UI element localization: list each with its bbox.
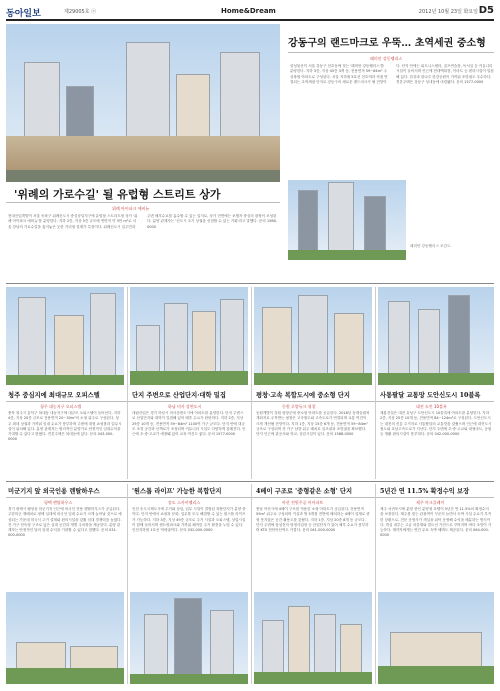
row2-headline-4: 사통팔달 교통망 도안신도시 10블록 — [380, 392, 481, 399]
row2-photo-2 — [130, 287, 248, 385]
row3-body-4: 제주 서귀포시에 분양 중인 분양형 호텔이 5년간 연 11.5%의 확정수익을 보장한다. 제주를 찾는 관광객이 꾸준히 늘면서 숙박 시설 수요가 부족한 상황으로, 전문 운영사가 객실을 위탁 운영해 수익을 배분하는 방식이다. 객실 내부는 고급 마감재와 빌트인 가전으로 꾸며지며 바다 조망이 가능하다. 계약자에게는 연간 무료 숙박 혜택도 제공된다. 문의 064-000-0000 — [380, 507, 492, 538]
tower-image — [90, 293, 116, 385]
tower-image — [298, 295, 328, 385]
row2-photo-4 — [378, 287, 494, 385]
row3-byline-2: 송도 스카이팰리스 — [168, 500, 201, 505]
landscape-image — [378, 666, 494, 684]
landscape-image — [378, 373, 494, 385]
lawn-image — [6, 668, 124, 684]
landscape-image — [254, 672, 372, 684]
feature-headline: 강동구의 랜드마크로 우뚝… 초역세권 중소형 — [288, 38, 486, 49]
row2-photo-1 — [6, 287, 124, 385]
divider — [6, 497, 494, 498]
row2-byline-3: 동원 로얄듀크 평창 — [282, 404, 316, 409]
issue-number: 제29005호 ⓔ — [64, 9, 97, 15]
tower-image — [210, 610, 234, 684]
column-divider — [127, 287, 128, 479]
row2-headline-1: 청주 중심지에 최대규모 오피스텔 — [8, 392, 100, 399]
row3-photo-1 — [6, 592, 124, 684]
row3-headline-4: 5년간 연 11.5% 확정수익 보장 — [380, 488, 470, 495]
row2-body-4: 계룡건설은 대전 유성구 도안신도시 10블록에 아파트를 분양한다. 지하 2층, 지상 25층 10개 동, 전용면적 84~124m²로 구성된다. 도안신도시는 대전의 신흥 주거지로 사통팔달의 교통망을 갖췄으며 인근에 대전도시철도와 호남고속도로가 지난다. 단지 주변에 초·중·고교와 대형마트, 공원 등 생활 편의시설이 풍부하다. 문의 042-000-0000 — [380, 411, 492, 437]
row3-headline-2: '원스톱 라이프' 가능한 복합단지 — [132, 488, 222, 495]
row3-photo-4 — [378, 592, 494, 684]
issue-date: 2012년 10월 23일 화요일 — [418, 9, 478, 15]
page-number: D5 — [478, 5, 494, 16]
row2-byline-4: 대전 도안 10블록 — [416, 404, 447, 409]
tower-image — [448, 295, 470, 385]
row3-photo-2 — [130, 592, 248, 684]
feature-caption: 래미안 강동팰리스 조감도. — [410, 244, 452, 248]
row2-body-1: 충북 청주시 흥덕구 복대동 대농지구에 대규모 오피스텔이 들어선다. 지하 4층, 지상 20층 규모로 전용면적 20~30m²의 소형 위주로 구성된다. 청주 최대 상권과 가까워 임대 수요가 풍부하며 주변에 대형 쇼핑몰과 업무시설이 위치해 있다. 분양 관계자는 합리적인 분양가로 안정적인 임대수익을 기대할 수 있다고 밝혔다. 견본주택은 복대동에 있다. 문의 043-000-0000 — [8, 411, 122, 442]
column-divider — [127, 484, 128, 684]
row3-byline-1: 평택 렌탈하우스 — [44, 500, 73, 505]
row3-headline-3: 4베이 구조로 '중형같은 소형' 단지 — [256, 488, 353, 495]
section-divider — [6, 283, 494, 284]
landscape-image — [130, 674, 248, 684]
row3-body-2: 인천 송도국제도시에 주거와 상업, 업무 시설이 결합된 복합단지가 분양 중이다. 단지 안에서 쇼핑과 문화, 업무를 모두 해결할 수 있는 원스톱 라이프가 가능하다. 지하 3층, 지상 49층 규모로 주거 시설과 오피스텔, 상업시설이 함께 들어서며 센트럴파크와 가까워 쾌적한 주거 환경을 누릴 수 있다. 인천지하철 1호선 역세권이다. 문의 032-000-0000 — [132, 507, 246, 533]
column-divider — [375, 287, 376, 479]
feature-body: 삼성물산이 서울 강동구 천호동에 짓는 '래미안 강동팰리스'를 분양한다. 지하 3층, 지상 45층 3개 동, 전용면적 59~84m² 주상복합 아파트로 구성된다. 서울 지하철 5호선 천호역과 직접 연결되는 초역세권 단지로 강동구의 새로운 랜드마크가 될 전망이다. 단지 안에는 피트니스센터, 골프연습장, 독서실 등 커뮤니티 시설이 들어서며 인근에 현대백화점, 이마트 등 편의시설이 밀집해 있다. 한강과 광나루 한강공원이 가까워 조망권도 우수하다. 견본주택은 강동구 성내동에 마련됐다. 문의 1577-0000 — [290, 64, 494, 84]
street-image — [6, 170, 280, 182]
tower-image — [174, 598, 202, 684]
divider — [6, 401, 494, 402]
lead-headline: '위례의 가로수길' 될 유럽형 스트리트 상가 — [14, 188, 221, 201]
row2-photo-3 — [254, 287, 372, 385]
landscape-image — [6, 375, 124, 385]
tower-image — [328, 182, 354, 260]
divider — [288, 52, 494, 53]
row3-body-1: 경기 평택시 팽성읍 미군기지 인근에 외국인 전용 렌탈하우스가 공급된다. 주한미군 재배치로 평택 일대에 외국인 임대 수요가 크게 늘어날 것으로 예상되는 가운데 미국식 주거 설계와 편의시설을 갖춰 임대 경쟁력을 높였다. 전 가구 단독형 구조로 넓은 실내 공간과 개별 주차장을 제공한다. 분양 관계자는 안정적인 달러 임대 수익을 기대할 수 있다고 말했다. 문의 031-000-0000 — [8, 507, 122, 538]
row2-headline-3: 평창·고속 복합도시에 중소형 단지 — [256, 392, 350, 399]
lead-body: 현대산업개발이 서울 송파구 위례신도시 중심상업지구에 유럽형 스트리트형 상가 '위례 아이파크 애비뉴'를 분양한다. 지하 2층, 지상 5층 규모에 연면적 약 3만 m²로 서울 강남의 가로수길을 옮겨놓은 듯한 거리형 설계가 특징이다. 위례신도시 입주민과 주변 배후수요를 흡수할 수 있는 입지로, 상가 전면에는 보행자 중심의 광장이 조성된다. 분양 관계자는 '신도시 초기 상권을 선점할 수 있는 기회'라고 말했다. 문의 1588-0000 — [8, 214, 278, 229]
row2-byline-1: 청주 대농지구 오피스텔 — [40, 404, 82, 409]
row3-headline-1: 미군기지 앞 외국인용 렌탈하우스 — [8, 488, 100, 495]
tower-image — [18, 297, 46, 385]
section-title: Home&Dream — [221, 7, 276, 15]
column-divider — [251, 287, 252, 479]
masthead — [6, 4, 494, 21]
newspaper-logo: 동아일보 — [6, 9, 41, 19]
divider — [6, 202, 280, 203]
feature-photo — [288, 180, 406, 260]
landscape-image — [254, 373, 372, 385]
row3-byline-3: 아산 전원주공 이아파트 — [282, 500, 324, 505]
column-divider — [251, 484, 252, 684]
row2-headline-2: 단지 주변으로 산업단지·대학 밀집 — [132, 392, 226, 399]
feature-byline: 래미안 강동팰리스 — [370, 56, 403, 61]
row3-photo-3 — [254, 592, 372, 684]
row3-body-3: 충남 아산시에 4베이 구조를 적용한 소형 아파트가 공급된다. 전용면적 59m² 위주로 구성되며 거실과 방 3개를 전면에 배치하는 4베이 설계로 중형 못지않은 공간 활용도를 갖췄다. 지하 1층, 지상 20층 8개 동 규모다. 단지 주변에 삼성전자 탕정사업장 등 산업단지가 있어 배후 수요가 풍부하며 KTX 천안아산역도 가깝다. 문의 041-000-0000 — [256, 507, 370, 533]
column-divider — [375, 484, 376, 684]
lead-photo — [6, 24, 280, 182]
row3-byline-4: 제주 아크플레이 — [416, 500, 445, 505]
lead-byline: 위례 아이파크 애비뉴 — [112, 206, 150, 211]
landscape-image — [130, 371, 248, 385]
row2-byline-2: 하남 미사 강변도시 — [168, 404, 202, 409]
row2-body-2: 대림산업은 경기 하남시 미사강변도시에 아파트를 분양한다. 단지 주변으로 산업단지와 대학이 밀집해 있어 배후 수요가 탄탄하다. 지하 2층, 지상 29층 10개 동, 전용면적 59~84m² 1100여 가구 규모다. 단지 안에 대규모 조경 공간과 산책로가 조성되며 커뮤니티 시설도 다양하게 갖춰진다. 인근에 초·중·고교가 예정돼 있어 교육 여건도 좋다. 문의 1577-0000 — [132, 411, 246, 437]
row2-body-3: 동원개발이 강원 평창군에 중소형 아파트를 공급한다. 2018년 동계올림픽 개최지로 주목받는 평창은 고속철도와 고속도로가 연결되며 교통 여건이 크게 개선될 전망이다. 지하 1층, 지상 15층 6개 동, 전용면적 59~84m² 규모로 구성되며 전 가구 남향 위주 배치로 일조권과 조망권을 확보했다. 단지 인근에 관공서와 학교, 상업시설이 있다. 문의 1588-0000 — [256, 411, 370, 437]
section-divider — [6, 481, 494, 482]
landscape-image — [288, 250, 406, 260]
